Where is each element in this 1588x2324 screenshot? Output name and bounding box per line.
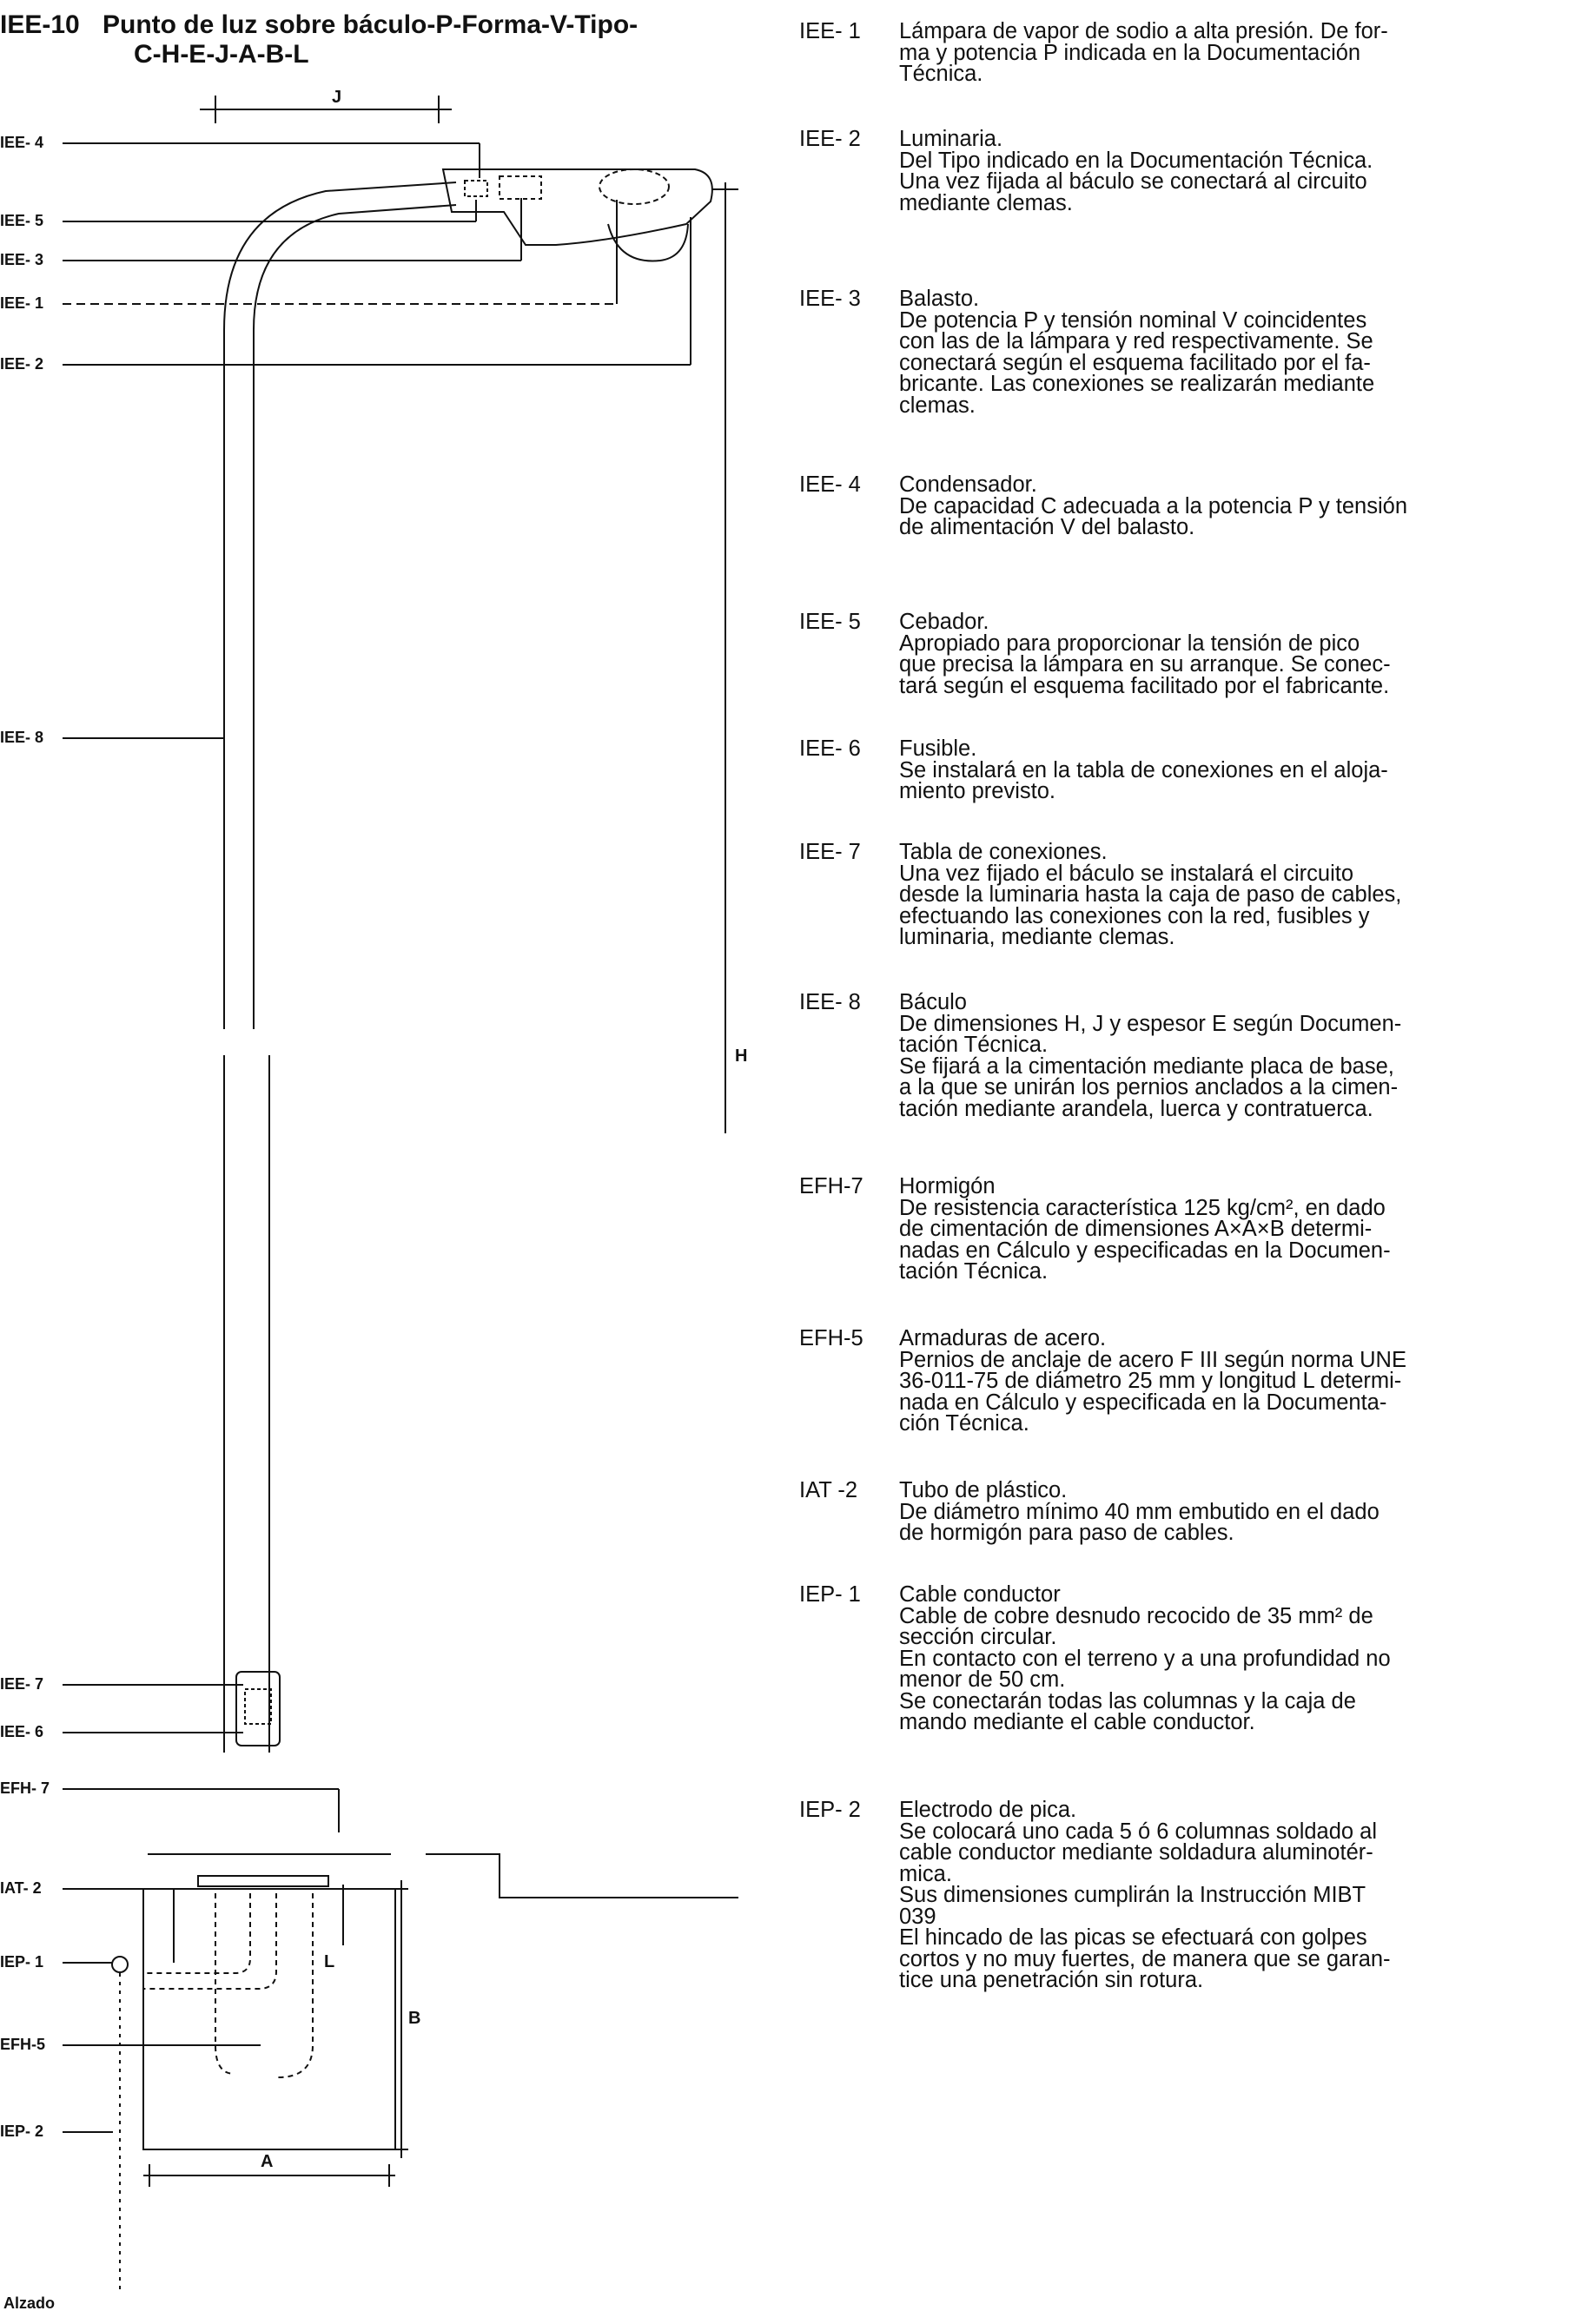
foundation-block [143, 1889, 395, 2149]
dimension-a-label: A [261, 2152, 274, 2171]
anchor-bolt-right [278, 1893, 313, 2077]
spec-item-body: Cable conductor Cable de cobre desnudo recocido de 35 mm² de sección circular. En contacto con el terreno y a una profundidad no menor de 50 cm. Se conectarán todas las columnas y la caja de mando mediante el cable conductor. [899, 1582, 1391, 1734]
dimension-b-label: B [408, 2009, 421, 2028]
label-iep1: IEP- 1 [0, 1953, 44, 1971]
spec-item-body: Electrodo de pica. Se colocará uno cada 5 ó 6 columnas soldado al cable conductor mediante soldadura aluminotér- mica. Sus dimensiones cumplirán la Instrucción MIBT 039 El hincado de las picas se efectuará con golpes cortos y no muy fuertes, de manera que se garan- tice una penetración sin rotura. [899, 1798, 1391, 1992]
spec-item-body: Fusible. Se instalará en la tabla de conexiones en el aloja- miento previsto. [899, 736, 1388, 803]
spec-item-body: Cebador. Apropiado para proporcionar la tensión de pico que precisa la lámpara en su arranque. Se conec- tará según el esquema facilitado por el fabricante. [899, 610, 1391, 698]
elevation-drawing [0, 0, 782, 2324]
title-line-1: Punto de luz sobre báculo-P-Forma-V-Tipo- [103, 10, 639, 39]
label-iee1: IEE- 1 [0, 294, 44, 312]
spec-item-body: Balasto. De potencia P y tensión nominal V coincidentes con las de la lámpara y red respectivamente. Se conectará según el esquema facilitado por el fa- bricante. Las conexiones se realizarán mediante clemas. [899, 287, 1375, 418]
luminaire-bowl [608, 224, 688, 261]
label-iee8: IEE- 8 [0, 729, 44, 746]
dimension-h-label: H [735, 1046, 748, 1066]
view-caption: Alzado [3, 2294, 56, 2312]
connection-box [236, 1672, 280, 1746]
plastic-conduit [143, 1893, 250, 1973]
fuse-outline [245, 1689, 271, 1724]
label-iee7: IEE- 7 [0, 1675, 44, 1693]
label-iee6: IEE- 6 [0, 1723, 44, 1740]
plastic-conduit-inner [143, 1893, 276, 1989]
label-efh5: EFH-5 [0, 2036, 46, 2053]
title-line-2: C-H-E-J-A-B-L [134, 40, 309, 69]
lamp-outline [599, 169, 669, 204]
pole-inner-line [254, 205, 456, 1029]
label-iat2: IAT- 2 [0, 1879, 42, 1897]
document-page: IEE-10 Punto de luz sobre báculo-P-Forma-V-Tipo- C-H-E-J-A-B-L IEE- 4 IEE- 5 IEE- 3 IEE- 1 IEE- 2 IEE- 8 IEE- 7 IEE- 6 EFH- 7 IAT- 2 IEP- 1 EFH-5 IEP- 2 J H L B A IEE- 1 Lámpara de vapor de sodio a alta presión. De for- ma y potencia P indicada en la Documentación Técnica. IEE- 2 Luminaria. Del Tipo indicado en la Documentación Técnica. Una vez fijada al báculo se conectará al circuito mediante clemas. IEE- 3 Balasto. De potencia P y tensión nominal V coincidentes con las de la lámpara y red respectivamente. Se conectará según el esquema facilitado por el fa- bricante. Las conexiones se realizarán mediante clemas. IEE- 4 Condensador. De capacidad C adecuada a la potencia P y tensión de alimentación V del balasto. IEE- 5 Cebador. Apropiado para proporcionar la tensión de pico que precisa la lámpara en su arranque. Se conec- tará según el esquema facilitado por el fabricante. IEE- 6 Fusible. Se instalará en la tabla de conexiones en el aloja- miento previsto. IEE- 7 Tabla de conexiones. Una vez fijado el báculo se instalará el circuito desde la luminaria hasta la caja de paso de cables, efectuando las conexiones con la red, fusibles y luminaria, mediante clemas. IEE- 8 Báculo De dimensiones H, J y espesor E según Documen- tación Técnica. Se fijará a la cimentación mediante placa de base, a la que se unirán los pernios anclados a la cimen- tación mediante arandela, luerca y contratuerca. EFH-7 Hormigón De resistencia característica 125 kg/cm², en dado de cimentación de dimensiones A×A×B determi- nadas en Cálculo y especificadas en la Documen- tación Técnica. EFH-5 Armaduras de acero. Pernios de anclaje de acero F III según norma UNE 36-011-75 de diámetro 25 mm y longitud L determi- nada en Cálculo y especificada en la Documenta- ción Técnica. IAT -2 Tubo de plástico. De diámetro mínimo 40 mm embutido en el dado de hormigón para paso de cables. IEP- 1 Cable conductor Cable de cobre desnudo recocido de 35 mm² de sección circular. En contacto con el terreno y a una profundidad no menor de 50 cm. Se conectarán todas las columnas y la caja de mando mediante el cable conductor. IEP- 2 Electrodo de pica. Se colocará uno cada 5 ó 6 columnas soldado al cable conductor mediante soldadura aluminotér- mica. Sus dimensiones cumplirán la Instrucción MIBT 039 El hincado de las picas se efectuará con golpes cortos y no muy fuertes, de manera que se garan- tice una penetración sin rotura. Alzado [0, 0, 1588, 2324]
spec-item-body: Tubo de plástico. De diámetro mínimo 40 mm embutido en el dado de hormigón para paso de cables. [899, 1478, 1380, 1545]
ballast-outline [500, 176, 541, 199]
capacitor-outline [465, 181, 487, 196]
spec-item-body: Armaduras de acero. Pernios de anclaje de acero F III según norma UNE 36-011-75 de diámetro 25 mm y longitud L determi- nada en Cálculo y especificada en la Documenta- ción Técnica. [899, 1326, 1406, 1436]
spec-item-body: Condensador. De capacidad C adecuada a la potencia P y tensión de alimentación V del balasto. [899, 472, 1408, 539]
spec-item-body: Lámpara de vapor de sodio a alta presión. De for- ma y potencia P indicada en la Documentación Técnica. [899, 19, 1388, 86]
label-efh7: EFH- 7 [0, 1779, 50, 1797]
anchor-bolt-left [215, 1893, 235, 2074]
label-iee3: IEE- 3 [0, 251, 44, 268]
earth-cable-node [112, 1957, 128, 1972]
label-iee4: IEE- 4 [0, 134, 44, 151]
dimension-l-label: L [324, 1952, 335, 1971]
spec-item-body: Hormigón De resistencia característica 125 kg/cm², en dado de cimentación de dimensiones A×A×B determi- nadas en Cálculo y especificadas en la Documen- tación Técnica. [899, 1174, 1391, 1284]
label-iee2: IEE- 2 [0, 355, 44, 373]
label-iee5: IEE- 5 [0, 212, 44, 229]
title-code: IEE-10 [0, 10, 80, 39]
label-iep2: IEP- 2 [0, 2123, 44, 2140]
dimension-j-label: J [332, 88, 342, 107]
spec-item-body: Luminaria. Del Tipo indicado en la Documentación Técnica. Una vez fijada al báculo se conectará al circuito mediante clemas. [899, 127, 1373, 215]
spec-item-body: Tabla de conexiones. Una vez fijado el báculo se instalará el circuito desde la luminaria hasta la caja de paso de cables, efectuando las conexiones con la red, fusibles y luminaria, mediante clemas. [899, 840, 1402, 949]
pole-outer-line [224, 182, 456, 1029]
base-plate [198, 1876, 328, 1886]
ground-line-right [426, 1854, 738, 1898]
spec-item-body: Báculo De dimensiones H, J y espesor E según Documen- tación Técnica. Se fijará a la cimentación mediante placa de base, a la que se unirán los pernios anclados a la cimen- tación mediante arandela, luerca y contratuerca. [899, 990, 1402, 1121]
